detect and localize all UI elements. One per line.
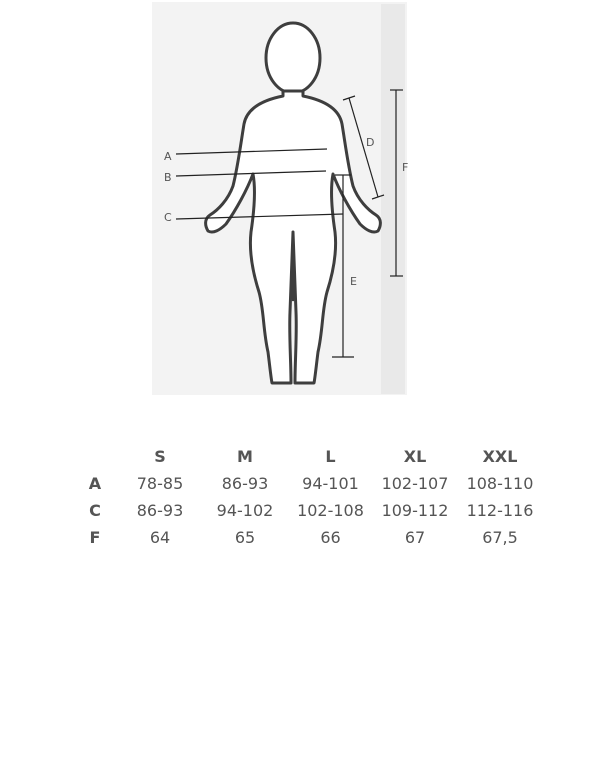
table-cell: 67,5 (482, 528, 518, 547)
label-f: F (402, 161, 409, 174)
row-label: A (88, 474, 102, 493)
label-e: E (350, 275, 357, 288)
header-corner (72, 443, 118, 470)
size-header-row (72, 443, 543, 470)
table-cell: 102-107 (381, 474, 449, 493)
table-cell: 108-110 (466, 474, 534, 493)
row-label: C (89, 501, 101, 520)
table-cell: 94-102 (216, 501, 274, 520)
table-cell: 66 (320, 528, 341, 547)
size-header-m: M (237, 447, 253, 466)
table-cell: 67 (404, 528, 426, 547)
table-row-f (72, 524, 543, 551)
label-a: A (164, 150, 172, 163)
table-cell: 109-112 (381, 501, 449, 520)
size-header-l: L (325, 447, 336, 466)
table-cell: 86-93 (221, 474, 269, 493)
table-cell: 102-108 (297, 501, 364, 520)
label-b: B (164, 171, 172, 184)
size-header-xxl: XXL (482, 447, 518, 466)
table-row-a (72, 470, 543, 497)
label-d: D (366, 136, 375, 149)
background-strip (381, 4, 405, 394)
size-header-s: S (154, 447, 166, 466)
row-label: F (89, 528, 101, 547)
table-cell: 65 (234, 528, 256, 547)
table-cell: 64 (149, 528, 171, 547)
table-cell: 112-116 (466, 501, 534, 520)
label-c: C (164, 211, 172, 224)
table-row-c (72, 497, 543, 524)
table-cell: 94-101 (302, 474, 359, 493)
size-chart-table (72, 443, 543, 551)
table-cell: 78-85 (136, 474, 184, 493)
head (266, 23, 320, 93)
size-header-xl: XL (403, 447, 427, 466)
table-cell: 86-93 (136, 501, 184, 520)
body-silhouette (206, 23, 381, 383)
